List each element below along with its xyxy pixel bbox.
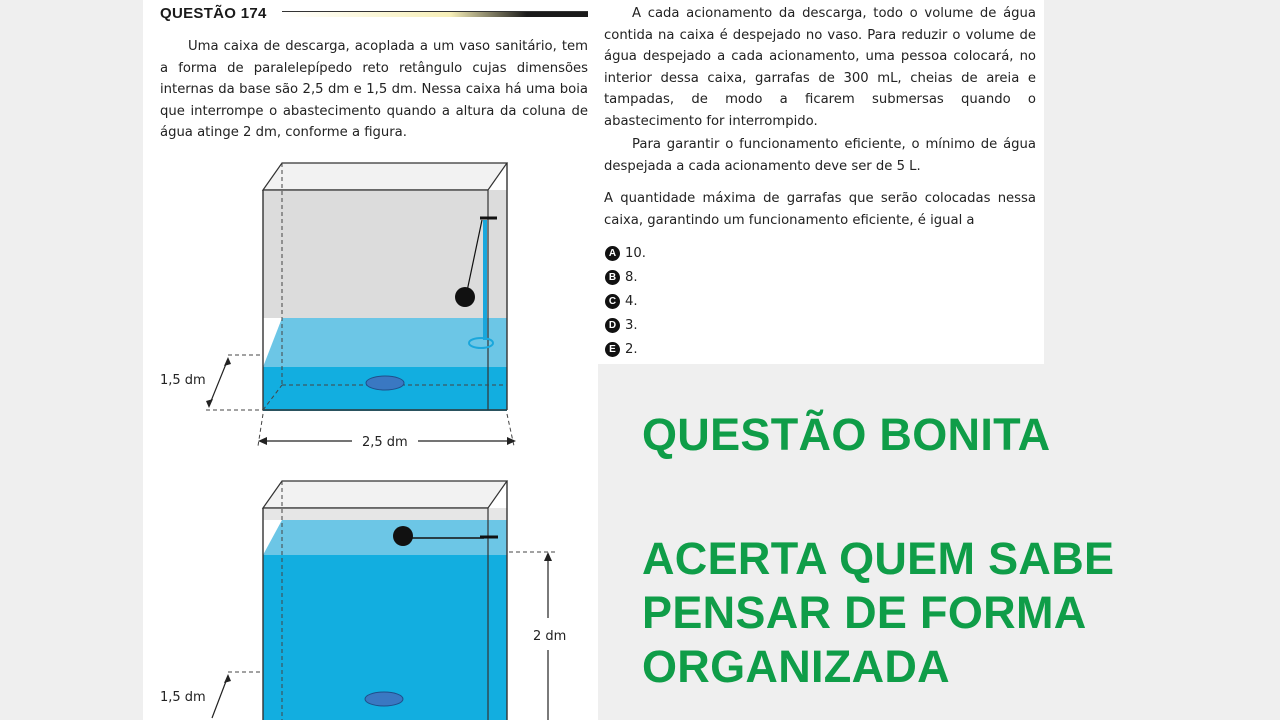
tank-bottom <box>160 481 566 720</box>
para1-text: A cada acionamento da descarga, todo o volume de água contida na caixa é despejado no vaso. Para reduzir o volume de água despejado a cada acionamento, uma pessoa colocará, no interior dessa caixa, garrafas de 300 mL, cheias de areia e tampadas, de modo a ficarem submersas quando o abastecimento for interrompido. <box>604 6 1036 129</box>
option-e[interactable] <box>605 338 805 362</box>
option-d[interactable] <box>605 314 805 338</box>
option-text: 2. <box>625 342 638 358</box>
answer-options <box>605 241 805 362</box>
option-text: 10. <box>625 245 646 261</box>
drain-icon-bottom <box>365 692 403 706</box>
option-b[interactable] <box>605 265 805 289</box>
option-letter: C <box>605 294 620 309</box>
question-prompt <box>604 188 1036 231</box>
option-text: 3. <box>625 318 638 334</box>
question-para2 <box>604 134 1036 177</box>
tank-top <box>160 163 516 450</box>
option-c[interactable] <box>605 289 805 313</box>
width-label: 2,5 dm <box>362 435 408 450</box>
inflow-stream <box>483 220 487 340</box>
float-ball-icon <box>455 287 475 307</box>
promo-line-3: PENSAR DE FORMA <box>642 587 1087 638</box>
option-letter: D <box>605 318 620 333</box>
promo-line-4: ORGANIZADA <box>642 641 950 692</box>
intro-paragraph: Uma caixa de descarga, acoplada a um vaso sanitário, tem a forma de paralelepípedo reto retângulo cujas dimensões internas da base são 2,5 dm e 1,5 dm. Nessa caixa há uma boia que interrompe o abastecimento quando a altura da coluna de água atinge 2 dm, conforme a figura. <box>160 39 588 140</box>
float-ball-icon-bottom <box>393 526 413 546</box>
question-title: QUESTÃO 174 <box>160 5 267 22</box>
para2-text: Para garantir o funcionamento eficiente, o mínimo de água despejada a cada acionamento deve ser de 5 L. <box>604 137 1036 174</box>
option-text: 8. <box>625 269 638 285</box>
flush-tank-figure <box>0 0 600 720</box>
promo-headline <box>642 408 1050 462</box>
option-letter: A <box>605 246 620 261</box>
promo-subheadline <box>642 532 1114 694</box>
option-letter: B <box>605 270 620 285</box>
option-text: 4. <box>625 293 638 309</box>
promo-line-1: QUESTÃO BONITA <box>642 409 1051 460</box>
question-para1 <box>604 3 1036 132</box>
depth-label-bottom: 1,5 dm <box>160 690 206 705</box>
option-a[interactable] <box>605 241 805 265</box>
depth-label-top: 1,5 dm <box>160 373 206 388</box>
option-letter: E <box>605 342 620 357</box>
tank-top-lid <box>263 163 507 190</box>
height-label: 2 dm <box>533 629 567 644</box>
promo-line-2: ACERTA QUEM SABE <box>642 533 1115 584</box>
prompt-text: A quantidade máxima de garrafas que serão colocadas nessa caixa, garantindo um funcionamento eficiente, é igual a <box>604 191 1036 228</box>
tank-bottom-lid <box>263 481 507 508</box>
drain-icon <box>366 376 404 390</box>
